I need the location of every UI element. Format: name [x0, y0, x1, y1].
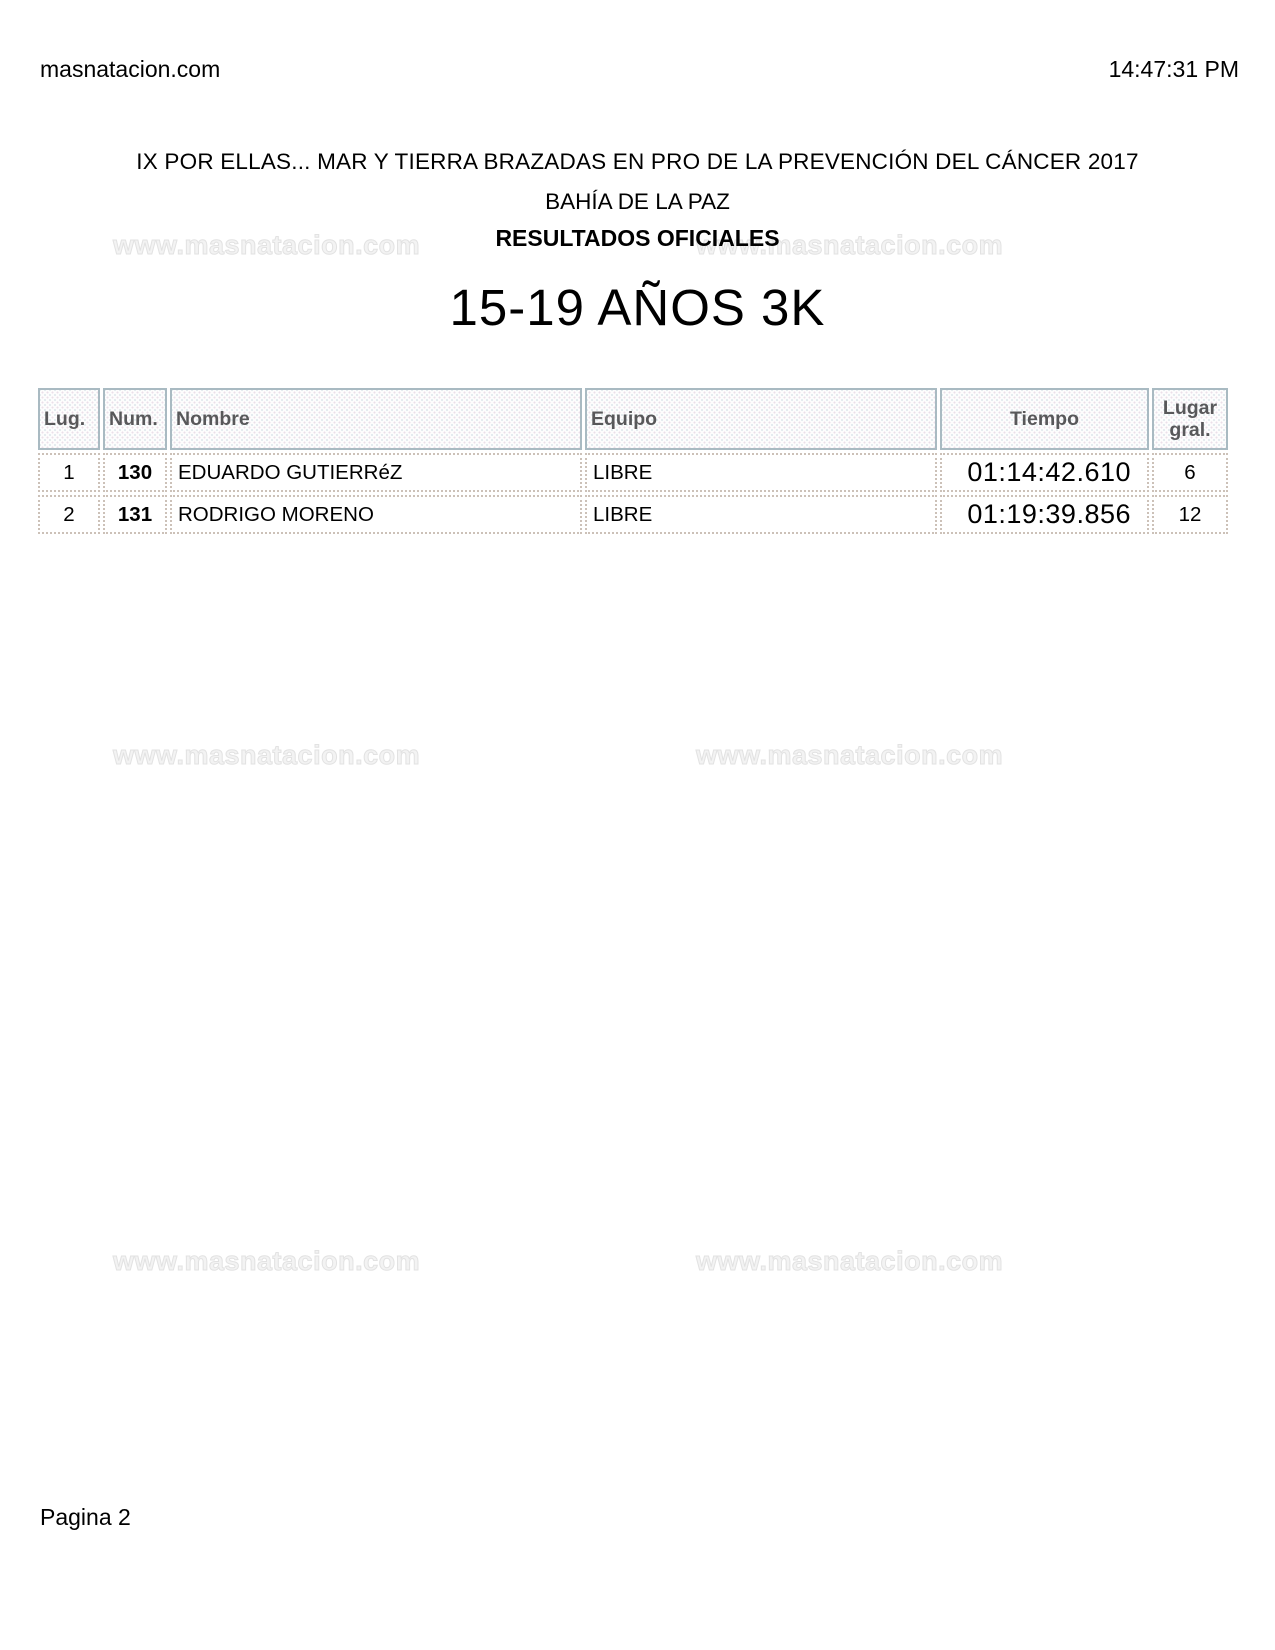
results-table [35, 385, 1231, 537]
event-subtitle: RESULTADOS OFICIALES [495, 225, 780, 251]
cell-tiempo: 01:14:42.610 [940, 453, 1149, 492]
table-row [38, 453, 1228, 492]
cell-num: 130 [103, 453, 167, 492]
results-table-header-row [38, 388, 1228, 450]
cell-num: 131 [103, 495, 167, 534]
cell-nombre: EDUARDO GUTIERRéZ [170, 453, 582, 492]
site-name: masnatacion.com [40, 56, 221, 82]
page-number-label: Pagina 2 [40, 1504, 131, 1530]
cell-lugar-gral: 12 [1152, 495, 1228, 534]
cell-lug: 1 [38, 453, 100, 492]
column-header-lugar-gral: Lugar gral. [1152, 388, 1228, 450]
column-header-num: Num. [103, 388, 167, 450]
cell-lug: 2 [38, 495, 100, 534]
cell-equipo: LIBRE [585, 495, 937, 534]
print-timestamp: 14:47:31 PM [1108, 56, 1239, 82]
column-header-nombre: Nombre [170, 388, 582, 450]
watermark-text: www.masnatacion.com [696, 230, 1004, 260]
cell-tiempo: 01:19:39.856 [940, 495, 1149, 534]
watermark-text: www.masnatacion.com [113, 740, 421, 770]
event-title-line1: IX POR ELLAS... MAR Y TIERRA BRAZADAS EN PRO DE LA PREVENCIÓN DEL CÁNCER 2017 [136, 149, 1139, 174]
watermark-text: www.masnatacion.com [696, 1246, 1004, 1276]
event-title-line2: BAHÍA DE LA PAZ [545, 189, 730, 214]
category-title: 15-19 AÑOS 3K [449, 279, 826, 336]
column-header-equipo: Equipo [585, 388, 937, 450]
table-row [38, 495, 1228, 534]
cell-equipo: LIBRE [585, 453, 937, 492]
column-header-tiempo: Tiempo [940, 388, 1149, 450]
cell-lugar-gral: 6 [1152, 453, 1228, 492]
cell-nombre: RODRIGO MORENO [170, 495, 582, 534]
watermark-text: www.masnatacion.com [696, 740, 1004, 770]
watermark-text: www.masnatacion.com [113, 230, 421, 260]
column-header-lug: Lug. [38, 388, 100, 450]
watermark-text: www.masnatacion.com [113, 1246, 421, 1276]
